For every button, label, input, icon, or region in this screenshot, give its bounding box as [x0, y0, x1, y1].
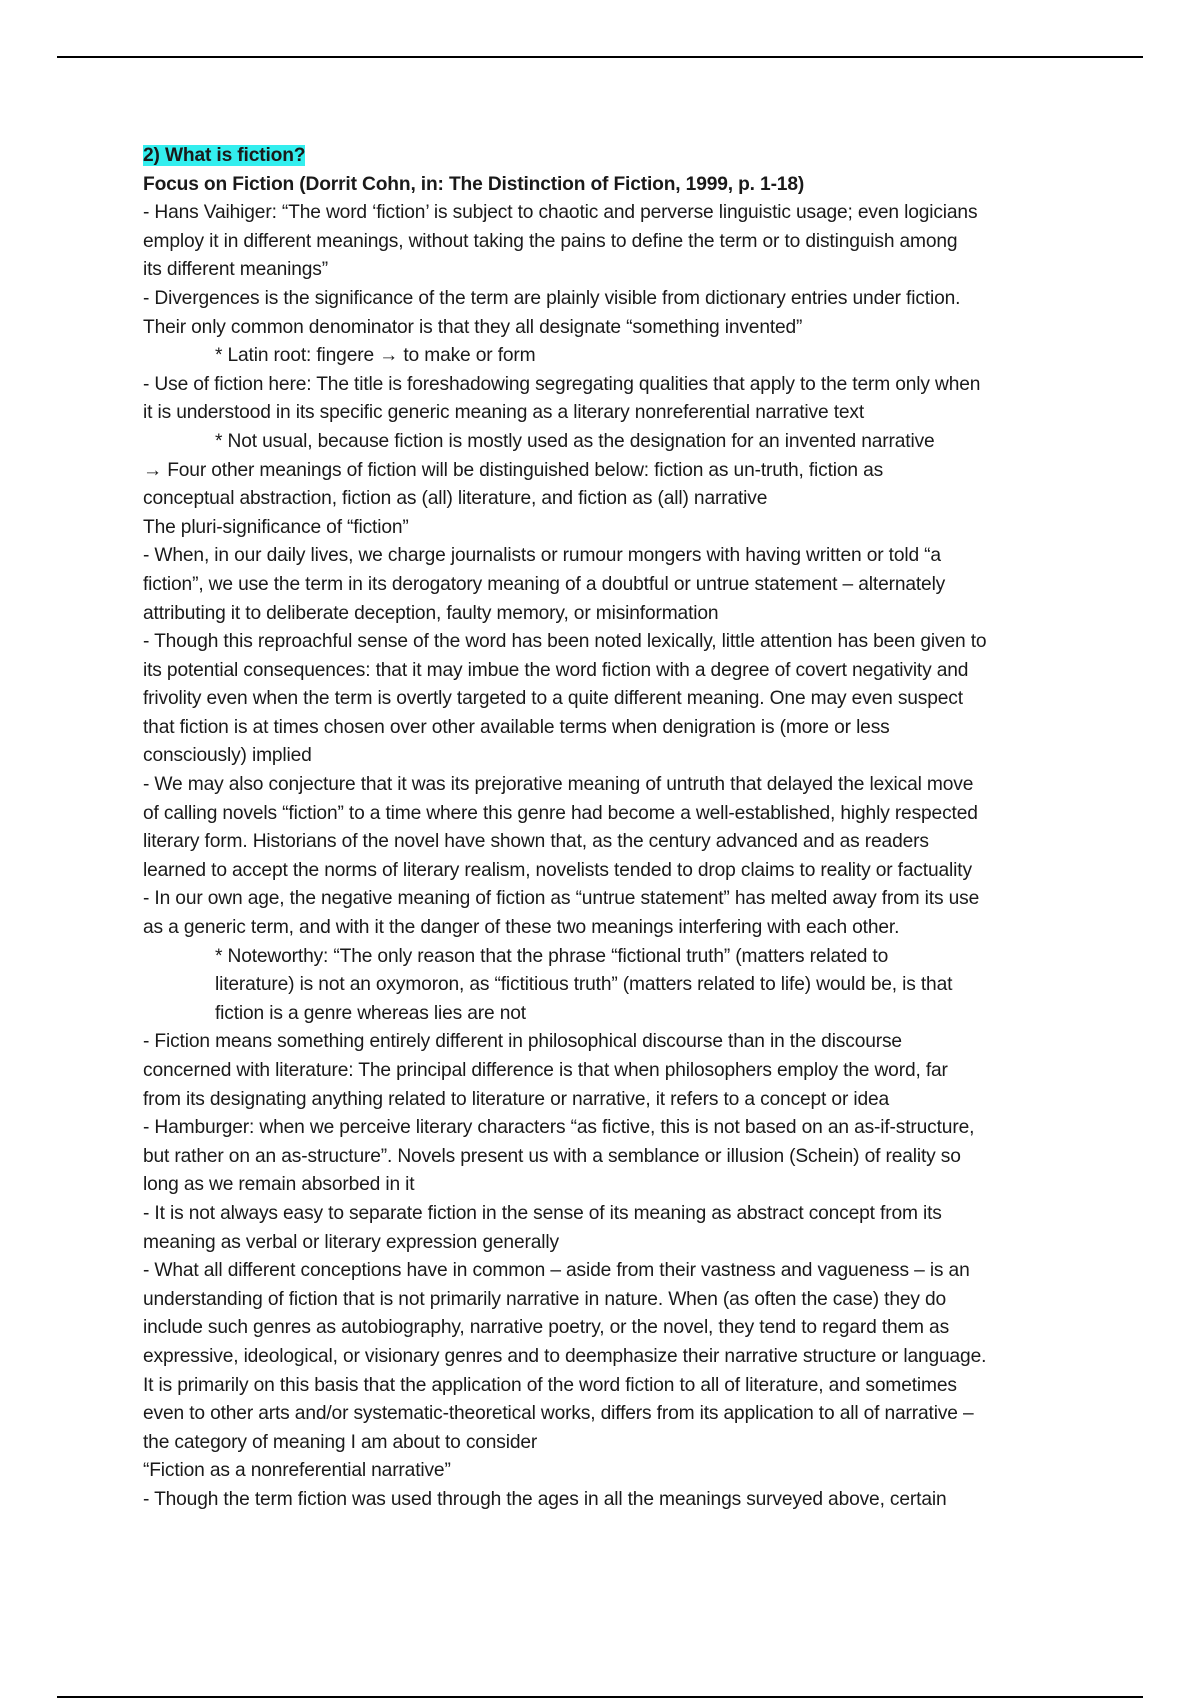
text-line: - In our own age, the negative meaning of fiction as “untrue statement” has melted away from its use: [143, 888, 980, 910]
text-line: - Hans Vaihiger: “The word ‘fiction’ is subject to chaotic and perverse linguistic usage; even logicians: [143, 202, 978, 224]
text-line: - Though this reproachful sense of the word has been noted lexically, little attention has been given to: [143, 631, 987, 653]
text-line: meaning as verbal or literary expression generally: [143, 1231, 559, 1253]
text-line: expressive, ideological, or visionary genres and to deemphasize their narrative structure or language.: [143, 1345, 987, 1367]
text-line: the category of meaning I am about to consider: [143, 1431, 538, 1453]
text-line: that fiction is at times chosen over other available terms when denigration is (more or less: [143, 716, 890, 738]
text-line: but rather on an as-structure”. Novels present us with a semblance or illusion (Schein) of reality so: [143, 1145, 961, 1167]
text-line: concerned with literature: The principal difference is that when philosophers employ the word, far: [143, 1060, 948, 1081]
text-line: - What all different conceptions have in common – aside from their vastness and vagueness – is an: [143, 1260, 970, 1282]
header-rule: [57, 56, 1143, 58]
text-line: - We may also conjecture that it was its prejorative meaning of untruth that delayed the lexical move: [143, 774, 974, 796]
text-line: - It is not always easy to separate fiction in the sense of its meaning as abstract concept from its: [143, 1202, 942, 1224]
text-line: - Use of fiction here: The title is foreshadowing segregating qualities that apply to the term only when: [143, 373, 981, 395]
text-line: “Fiction as a nonreferential narrative”: [143, 1460, 451, 1482]
text-line: of calling novels “fiction” to a time where this genre had become a well-established, highly respected: [143, 802, 978, 824]
text-line: → Four other meanings of fiction will be distinguished below: fiction as un-truth, fiction as: [143, 459, 884, 481]
text-line: attributing it to deliberate deception, faulty memory, or misinformation: [143, 602, 719, 624]
text-line: from its designating anything related to literature or narrative, it refers to a concept or idea: [143, 1088, 890, 1110]
footer-rule: [57, 1696, 1143, 1698]
text-line: include such genres as autobiography, narrative poetry, or the novel, they tend to regard them as: [143, 1317, 950, 1339]
indented-note-line: * Latin root: fingere → to make or form: [215, 345, 536, 367]
text-line: literary form. Historians of the novel have shown that, as the century advanced and as readers: [143, 831, 929, 853]
text-line: - Hamburger: when we perceive literary characters “as fictive, this is not based on an as-if-structure,: [143, 1117, 975, 1139]
text-line: its different meanings”: [143, 259, 328, 281]
indented-note-line: fiction is a genre whereas lies are not: [215, 1002, 526, 1024]
text-line: - Fiction means something entirely different in philosophical discourse than in the discourse: [143, 1031, 902, 1053]
source-citation: Focus on Fiction (Dorrit Cohn, in: The Distinction of Fiction, 1999, p. 1-18): [143, 173, 805, 195]
text-line: frivolity even when the term is overtly targeted to a quite different meaning. One may even suspect: [143, 688, 963, 710]
text-line: - Divergences is the significance of the term are plainly visible from dictionary entries under fiction.: [143, 287, 961, 309]
text-line: its potential consequences: that it may imbue the word fiction with a degree of covert negativity and: [143, 659, 969, 681]
text-line: as a generic term, and with it the danger of these two meanings interfering with each other.: [143, 917, 900, 939]
section-heading-text: 2) What is fiction?: [143, 145, 306, 166]
text-line: learned to accept the norms of literary realism, novelists tended to drop claims to reality or factuality: [143, 859, 972, 881]
indented-note-line: * Noteworthy: “The only reason that the phrase “fictional truth” (matters related to: [215, 945, 889, 967]
text-line: - When, in our daily lives, we charge journalists or rumour mongers with having written or told “a: [143, 545, 941, 567]
indented-note-line: literature) is not an oxymoron, as “fictitious truth” (matters related to life) would be, is that: [215, 974, 953, 996]
text-line: it is understood in its specific generic meaning as a literary nonreferential narrative text: [143, 402, 865, 424]
text-line: even to other arts and/or systematic-theoretical works, differs from its application to all of narrative –: [143, 1403, 974, 1425]
text-line: It is primarily on this basis that the application of the word fiction to all of literature, and sometimes: [143, 1374, 957, 1396]
text-line: Their only common denominator is that they all designate “something invented”: [143, 316, 803, 338]
indented-note-line: * Not usual, because fiction is mostly used as the designation for an invented narrative: [215, 430, 935, 452]
text-line: long as we remain absorbed in it: [143, 1174, 415, 1196]
text-line: consciously) implied: [143, 745, 312, 767]
text-line: - Though the term fiction was used through the ages in all the meanings surveyed above, certain: [143, 1488, 947, 1510]
document-body: [143, 142, 1083, 1515]
text-line: understanding of fiction that is not primarily narrative in nature. When (as often the case) they do: [143, 1288, 947, 1310]
text-line: conceptual abstraction, fiction as (all) literature, and fiction as (all) narrative: [143, 488, 768, 510]
text-line: The pluri-significance of “fiction”: [143, 516, 409, 538]
text-line: fiction”, we use the term in its derogatory meaning of a doubtful or untrue statement – alternately: [143, 573, 946, 595]
text-line: employ it in different meanings, without taking the pains to define the term or to distinguish among: [143, 230, 958, 252]
section-heading: [143, 142, 1083, 171]
